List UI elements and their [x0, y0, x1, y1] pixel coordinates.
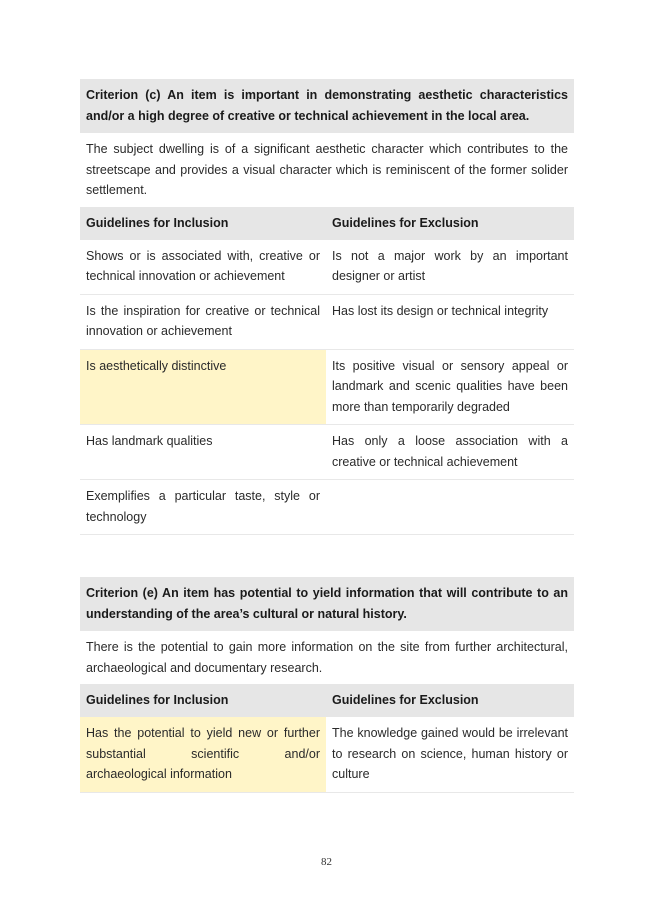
inclusion-cell-highlighted: Has the potential to yield new or further substantial scientific and/or archaeological information — [80, 717, 326, 792]
criterion-e-heading: Criterion (e) An item has potential to yield information that will contribute to an understanding of the area’s cultural or natural history. — [80, 577, 574, 631]
criterion-c-section — [80, 79, 574, 535]
criterion-c-heading: Criterion (c) An item is important in demonstrating aesthetic characteristics and/or a high degree of creative or technical achievement in the local area. — [80, 79, 574, 133]
table-row — [80, 425, 574, 480]
column-header-exclusion: Guidelines for Exclusion — [326, 207, 574, 240]
exclusion-cell: The knowledge gained would be irrelevant to research on science, human history or culture — [326, 717, 574, 792]
inclusion-cell: Exemplifies a particular taste, style or technology — [80, 480, 326, 535]
table-row — [80, 480, 574, 535]
inclusion-cell: Shows or is associated with, creative or technical innovation or achievement — [80, 240, 326, 295]
inclusion-cell-highlighted: Is aesthetically distinctive — [80, 349, 326, 425]
table-row — [80, 294, 574, 349]
column-header-exclusion: Guidelines for Exclusion — [326, 684, 574, 717]
table-header-row — [80, 684, 574, 717]
exclusion-cell: Has lost its design or technical integrity — [326, 294, 574, 349]
table-row — [80, 349, 574, 425]
page-number: 82 — [321, 856, 332, 868]
exclusion-cell: Has only a loose association with a creative or technical achievement — [326, 425, 574, 480]
exclusion-cell: Its positive visual or sensory appeal or landmark and scenic qualities have been more than temporarily degraded — [326, 349, 574, 425]
exclusion-cell: Is not a major work by an important designer or artist — [326, 240, 574, 295]
criterion-c-description: The subject dwelling is of a significant aesthetic character which contributes to the streetscape and provides a visual character which is reminiscent of the former solider settlement. — [86, 142, 568, 197]
criterion-c-guidelines-table — [80, 207, 574, 536]
criterion-e-section — [80, 577, 574, 793]
inclusion-cell: Is the inspiration for creative or technical innovation or achievement — [80, 294, 326, 349]
table-row — [80, 240, 574, 295]
criterion-e-guidelines-table — [80, 684, 574, 793]
column-header-inclusion: Guidelines for Inclusion — [80, 684, 326, 717]
table-row — [80, 717, 574, 792]
column-header-inclusion: Guidelines for Inclusion — [80, 207, 326, 240]
criterion-e-description: There is the potential to gain more information on the site from further architectural, archaeological and documentary research. — [86, 640, 568, 675]
exclusion-cell — [326, 480, 574, 535]
inclusion-cell: Has landmark qualities — [80, 425, 326, 480]
table-header-row — [80, 207, 574, 240]
